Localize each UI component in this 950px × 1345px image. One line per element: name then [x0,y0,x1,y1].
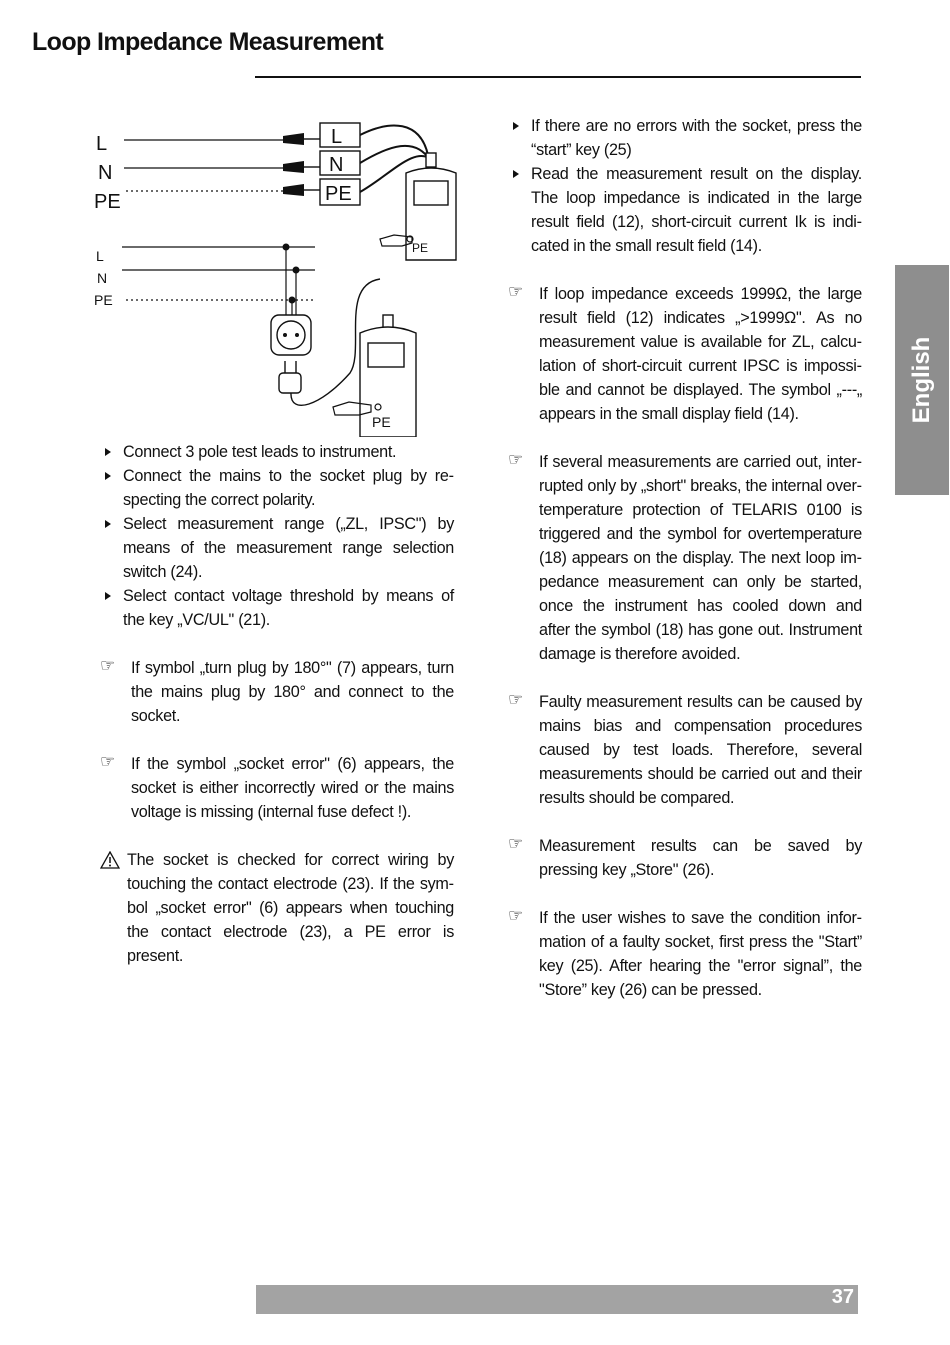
diagram-label-pe-top: PE [94,191,121,213]
note-text: If the symbol „socket error" (6) appears, the socket is either incorrectly wired or the mains voltage is missing (internal fuse defect !). [131,755,454,821]
pointing-hand-icon: ☞ [508,834,523,853]
pointing-hand-icon: ☞ [508,906,523,925]
diagram-box-n: N [329,154,344,176]
page-title: Loop Impedance Measurement [32,28,384,56]
note [508,834,862,882]
warning-triangle-icon [100,851,120,869]
diagram-label-l-bottom: L [96,248,104,264]
diagram-box-l: L [331,126,343,148]
note-text: If several measurements are carried out, interrupted only by „short" breaks, the internal overtemperature protection of TELARIS 0100 is triggered and the symbol for overtemperature (18) appears on the display. The next loop impedance measurement can only be started, once the instrument has cooled down and after the symbol (18) has gone out. Instrument damage is therefore avoided. [539,453,862,663]
instruction-item: If there are no errors with the socket, press the “start” key (25) [508,114,862,162]
note-text: If symbol „turn plug by 180°" (7) appears, turn the mains plug by 180° and connect to the socket. [131,659,454,725]
left-column [100,440,454,968]
note [100,656,454,728]
wiring-diagram [90,115,470,437]
pointing-hand-icon: ☞ [100,656,115,675]
pointing-hand-icon: ☞ [100,752,115,771]
instruction-item: Read the measurement result on the display. The loop impedance is indicated in the large result field (12), short-circuit current Ik is indicated in the small result field (14). [508,162,862,258]
note [508,450,862,666]
instruction-list [508,114,862,258]
diagram-label-n-top: N [98,162,113,184]
note-text: Measurement results can be saved by pressing key „Store" (26). [539,837,862,879]
note-text: Faulty measurement results can be caused by mains bias and compensation procedures caused by test loads. Therefore, several measurements should be carried out and their results should be compared. [539,693,862,807]
language-tab [895,265,949,495]
footer-bar [256,1285,858,1314]
pointing-hand-icon: ☞ [508,690,523,709]
pointing-hand-icon: ☞ [508,282,523,301]
instruction-item: Connect 3 pole test leads to instrument. [100,440,454,464]
instruction-item: Connect the mains to the socket plug by respecting the correct polarity. [100,464,454,512]
note [508,282,862,426]
diagram-label-n-bottom: N [97,270,108,286]
language-tab-label: English [908,336,935,424]
diagram-label-l-top: L [96,133,108,155]
note-text: If the user wishes to save the condition information of a faulty socket, first press the "Start” key (25). After hearing the "error signal”, the "Store” key (26) can be pressed. [539,909,862,999]
warning-note [100,848,454,968]
diagram-box-pe: PE [325,183,352,205]
page-number: 37 [831,1286,854,1308]
warning-text: The socket is checked for correct wiring by touching the contact electrode (23). If the symbol „socket error" (6) appears when touching the contact electrode (23), a PE error is present. [127,851,454,965]
title-rule [255,76,861,78]
note-text: If loop impedance exceeds 1999Ω, the large result field (12) indicates „>1999Ω". As no measurement value is available for ZL, calculation of short-circuit current IPSC is impossible and cannot be displayed. The symbol „---„ appears in the small display field (14). [539,285,862,423]
instruction-list [100,440,454,632]
diagram-pe-label-top: PE [412,241,429,255]
diagram-label-pe-bottom: PE [94,292,113,308]
note [508,906,862,1002]
pointing-hand-icon: ☞ [508,450,523,469]
note [508,690,862,810]
right-column [508,114,862,1002]
instruction-item: Select contact voltage threshold by means of the key „VC/UL" (21). [100,584,454,632]
diagram-pe-label-bottom: PE [372,414,391,430]
note [100,752,454,824]
instruction-item: Select measurement range („ZL, IPSC") by means of the measurement range selection switch (24). [100,512,454,584]
